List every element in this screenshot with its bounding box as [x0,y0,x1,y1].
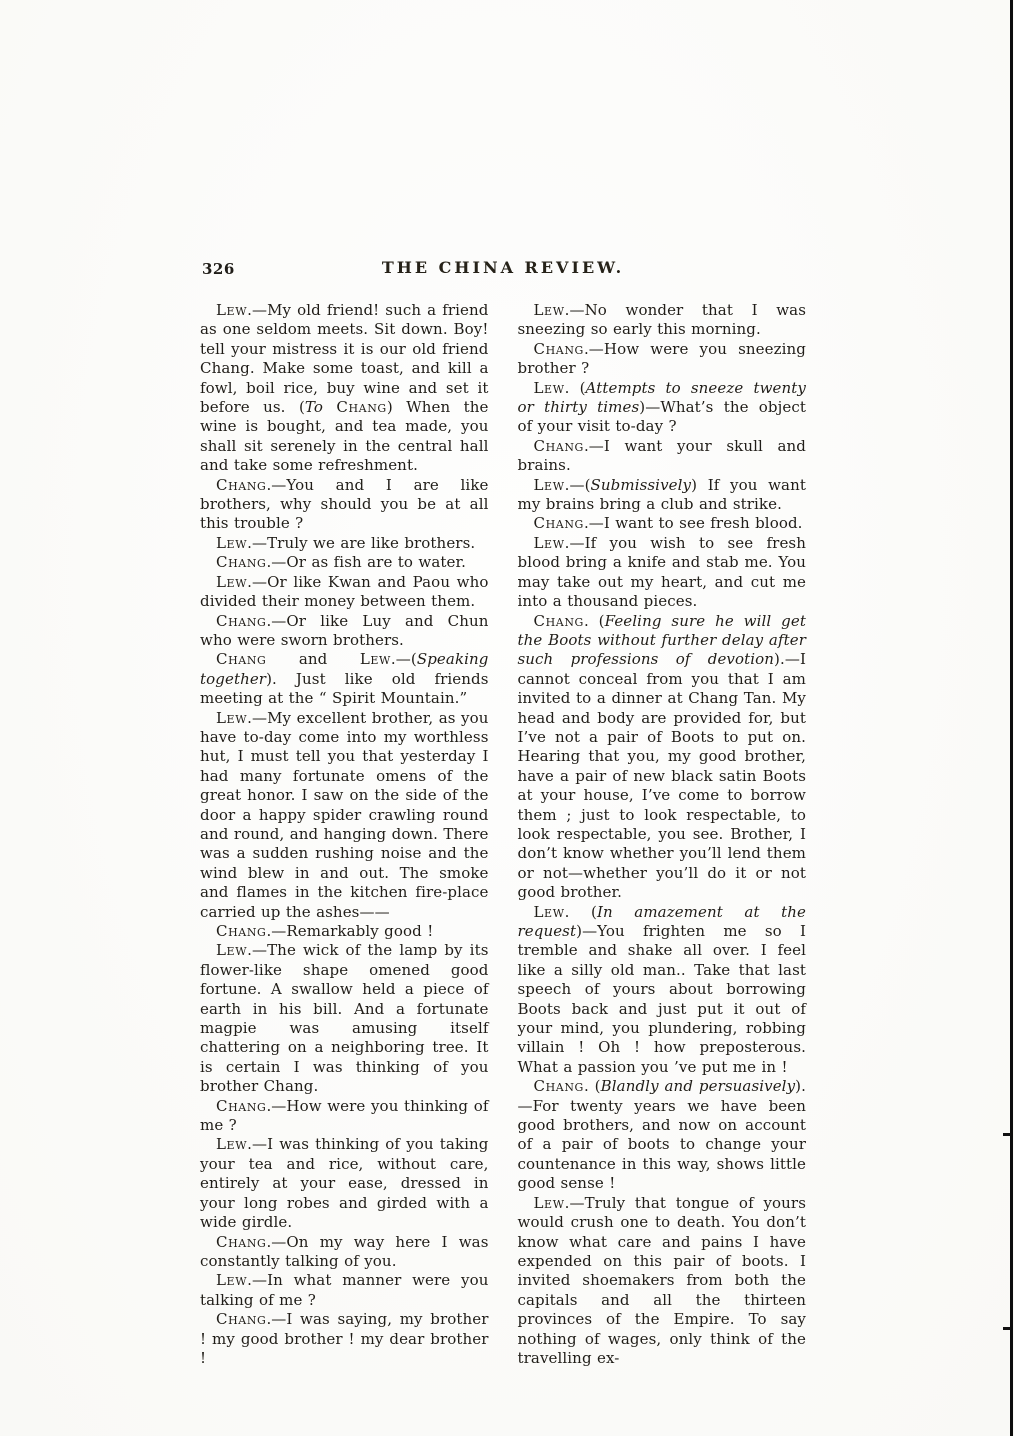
dialogue-text: .—Truly that tongue of yours would crush one to death. You don’t know what care and pains I have expended on this pair of boots. I invited shoemakers from both the capitals and all the thirteen provinces of the Empire. To say nothing of wages, only think of the travelling ex- [517,1193,806,1367]
speaker-name: Chang [533,339,584,358]
dialogue-paragraph [200,1233,489,1272]
dialogue-paragraph [518,379,807,437]
stage-direction: To [304,398,337,417]
stage-direction: Submissively [590,475,692,494]
speaker-name: Chang [533,514,584,533]
speaker-name: Lew [216,708,248,727]
speaker-name: Lew [216,1271,248,1290]
speaker-name: Chang [336,398,387,417]
dialogue-paragraph [518,1194,807,1369]
speaker-name: Chang [216,475,267,494]
dialogue-text: . ( [564,902,597,921]
dialogue-paragraph [518,340,807,379]
right-column [518,301,807,1368]
speaker-name: Chang [216,1232,267,1251]
dialogue-text: .—I want your skull and brains. [517,436,806,475]
dialogue-text: .—Or as fish are to water. [266,553,466,572]
left-column [200,301,489,1368]
dialogue-text: .—Or like Kwan and Paou who divided their money between them. [200,572,489,611]
dialogue-paragraph [200,941,489,1096]
scan-edge-artifact [1003,1327,1011,1330]
speaker-name: Chang [216,1096,267,1115]
dialogue-paragraph [518,476,807,515]
dialogue-text: . ( [583,1077,601,1096]
dialogue-paragraph [518,514,807,533]
dialogue-text: .—Remarkably good ! [266,922,434,940]
dialogue-text: .—( [564,475,591,494]
speaker-name: Chang [216,922,267,940]
speaker-name: Lew [533,1193,565,1212]
stage-direction: Blandly and persuasively [600,1077,796,1096]
speaker-name: Lew [216,1135,248,1154]
stage-direction: Attempts to sneeze twenty or thirty times [517,378,806,417]
page-number: 326 [202,260,235,278]
dialogue-text: ) If you want my brains bring a club and strike. [517,475,806,514]
dialogue-text: .—No wonder that I was sneezing so early this morning. [517,301,806,339]
page-header [200,258,806,282]
dialogue-text: .—How were you thinking of me ? [200,1096,489,1135]
dialogue-text: .—Truly we are like brothers. [247,533,476,552]
dialogue-text: .—( [390,650,417,669]
dialogue-text: .—How were you sneezing brother ? [517,339,806,378]
dialogue-text: ).—I cannot conceal from you that I am invited to a dinner at Chang Tan. My head and body are provided for, but I’ve not a pair of Boots to put on. Hearing that you, my good brother, have a pair of new black satin Boots at your house, I’ve come to borrow them ; just to look respectable, to look respectable, you see. Brother, I don’t know whether you’ll lend them or not—whether you’ll do it or not good brother. [517,650,806,902]
speaker-name: Lew [533,902,565,921]
scan-edge-artifact [1003,1133,1011,1136]
dialogue-paragraph [200,1097,489,1136]
stage-direction: In amazement at the request [517,902,806,940]
scan-binding-edge-line [1010,0,1013,1436]
dialogue-paragraph [200,1135,489,1232]
dialogue-text: .—Or like Luy and Chun who were sworn brothers. [200,611,489,649]
dialogue-paragraph [518,903,807,1078]
dialogue-paragraph [518,612,807,903]
dialogue-text: .—I want to see fresh blood. [583,514,803,533]
speaker-name: Lew [216,572,248,591]
speaker-name: Lew [216,301,248,319]
dialogue-paragraph [200,612,489,651]
two-column-text-block [200,301,806,1368]
dialogue-paragraph [200,534,489,553]
page-title: THE CHINA REVIEW. [381,258,625,277]
speaker-name: Chang [216,1310,267,1329]
dialogue-paragraph [200,301,489,476]
dialogue-paragraph [518,301,807,340]
dialogue-paragraph [518,534,807,612]
speaker-name: Chang [533,1077,584,1096]
dialogue-paragraph [518,437,807,476]
speaker-name: Chang [216,650,267,669]
dialogue-text: .—I was thinking of you taking your tea and rice, without care, entirely at your ease, dressed in your long robes and girded with a wide girdle. [200,1135,489,1232]
dialogue-text: . ( [583,611,605,630]
dialogue-text: .—I was saying, my brother ! my good brother ! my dear brother ! [200,1310,489,1367]
dialogue-paragraph [200,922,489,941]
speaker-name: Chang [533,611,584,630]
dialogue-text: .—If you wish to see fresh blood bring a knife and stab me. You may take out my heart, and cut me into a thousand pieces. [517,533,806,611]
dialogue-text: . ( [564,378,586,397]
dialogue-text: ).—For twenty years we have been good brothers, and now on account of a pair of boots to change your countenance in this way, shows little good sense ! [517,1077,806,1193]
dialogue-text: ) When the wine is bought, and tea made, you shall sit serenely in the central hall and take some refreshment. [200,398,489,475]
dialogue-text: .—My excellent brother, as you have to-day come into my worthless hut, I must tell you that yesterday I had many fortunate omens of the great honor. I saw on the side of the door a happy spider crawling round and round, and hanging down. There was a sudden rushing noise and the wind blew in and out. The smoke and flames in the kitchen fire-place carried up the ashes—— [200,708,489,921]
dialogue-text: .—On my way here I was constantly talking of you. [200,1232,489,1270]
speaker-name: Lew [216,941,248,960]
speaker-name: Chang [216,553,267,572]
dialogue-paragraph [200,709,489,922]
dialogue-paragraph [200,476,489,534]
dialogue-paragraph [200,650,489,708]
dialogue-text: )—What’s the object of your visit to-day ? [517,398,806,436]
stage-direction: Speaking together [200,650,489,688]
speaker-name: Lew [533,301,565,319]
dialogue-text: .—You and I are like brothers, why should you be at all this trouble ? [200,475,489,533]
dialogue-text: and [266,650,360,669]
dialogue-paragraph [200,1310,489,1368]
dialogue-text: .—The wick of the lamp by its flower-like shape omened good fortune. A swallow held a piece of earth in his bill. And a fortunate magpie was amusing itself chattering on a neighboring tree. It is certain I was thinking of you brother Chang. [200,941,489,1096]
speaker-name: Lew [359,650,391,669]
speaker-name: Chang [216,611,267,630]
speaker-name: Lew [533,378,565,397]
dialogue-paragraph [200,1271,489,1310]
speaker-name: Chang [533,436,584,455]
speaker-name: Lew [533,475,565,494]
dialogue-paragraph [200,573,489,612]
dialogue-text: )—You frighten me so I tremble and shake all over. I feel like a silly old man.. Take that last speech of yours about borrowing Boots back and just put it out of your mind, you plundering, robbing villain ! Oh ! how preposterous. What a passion you ’ve put me in ! [517,922,806,1076]
dialogue-text: .—My old friend! such a friend as one seldom meets. Sit down. Boy! tell your mistress it is our old friend Chang. Make some toast, and kill a fowl, boil rice, buy wine and set it before us. ( [200,301,489,417]
dialogue-paragraph [200,553,489,572]
dialogue-text: .—In what manner were you talking of me ? [200,1271,489,1309]
speaker-name: Lew [533,533,565,552]
speaker-name: Lew [216,533,248,552]
stage-direction: Feeling sure he will get the Boots without further delay after such professions of devotion [517,611,806,669]
dialogue-paragraph [518,1077,807,1193]
dialogue-text: ). Just like old friends meeting at the “ Spirit Mountain.” [200,669,489,708]
